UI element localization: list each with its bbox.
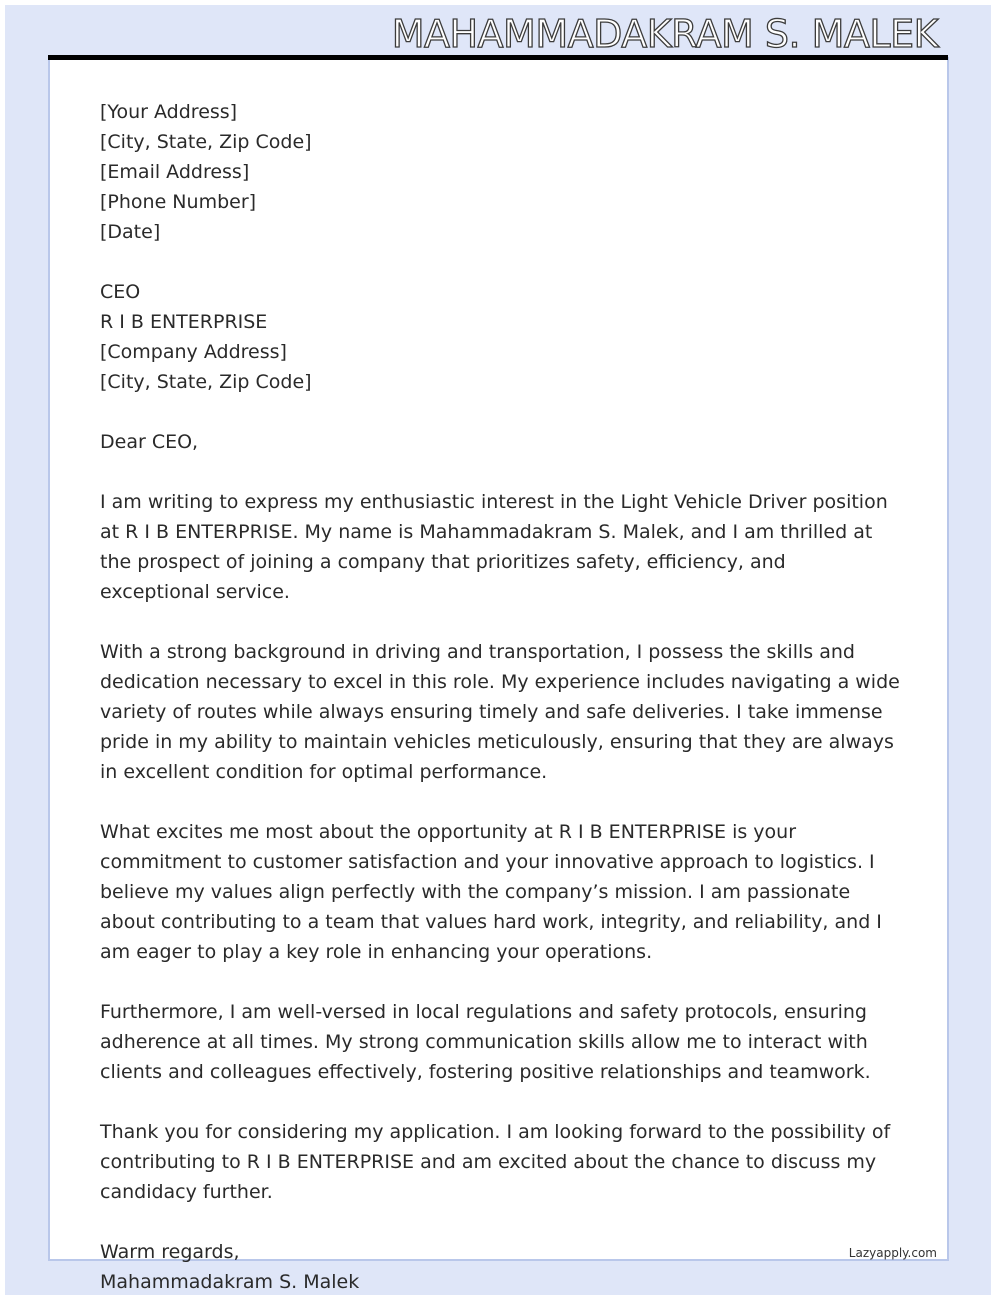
sender-city-state-zip: [City, State, Zip Code]: [100, 131, 312, 153]
sender-email: [Email Address]: [100, 161, 250, 183]
spacer: [100, 397, 900, 427]
body-paragraph: Furthermore, I am well-versed in local regulations and safety protocols, ensuring adherence at all times. My strong communication skills allow me to interact with clients and colleagues effectively, fostering positive relationships and teamwork.: [100, 1001, 871, 1083]
sender-address: [Your Address]: [100, 101, 238, 123]
spacer: [100, 247, 900, 277]
recipient-city-state-zip: [City, State, Zip Code]: [100, 371, 312, 393]
body-paragraph: I am writing to express my enthusiastic interest in the Light Vehicle Driver position at R I B ENTERPRISE. My name is Mahammadakram S. Malek, and I am thrilled at the prospect of joining a company that prioritizes safety, efficiency, and exceptional service.: [100, 491, 888, 603]
recipient-title: CEO: [100, 281, 141, 303]
signature-name: Mahammadakram S. Malek: [100, 1271, 360, 1293]
body-paragraph: Thank you for considering my application. I am looking forward to the possibility of contributing to R I B ENTERPRISE and am excited about the chance to discuss my candidacy further.: [100, 1121, 891, 1203]
recipient-block: [100, 277, 900, 397]
recipient-address: [Company Address]: [100, 341, 287, 363]
recipient-company: R I B ENTERPRISE: [100, 311, 268, 333]
sender-date: [Date]: [100, 221, 161, 243]
closing: Warm regards,: [100, 1241, 240, 1263]
body-paragraph: With a strong background in driving and transportation, I possess the skills and dedication necessary to excel in this role. My experience includes navigating a wide variety of routes while always ensuring timely and safe deliveries. I take immense pride in my ability to maintain vehicles meticulously, ensuring that they are always in excellent condition for optimal performance.: [100, 641, 900, 783]
header-name: MAHAMMADAKRAM S. MALEK: [391, 12, 938, 56]
letter-body: [100, 97, 900, 1297]
sender-block: [100, 97, 900, 247]
sender-phone: [Phone Number]: [100, 191, 257, 213]
watermark: Lazyapply.com: [848, 1246, 937, 1260]
salutation: Dear CEO,: [100, 431, 199, 453]
body-paragraph: What excites me most about the opportunity at R I B ENTERPRISE is your commitment to customer satisfaction and your innovative approach to logistics. I believe my values align perfectly with the company’s mission. I am passionate about contributing to a team that values hard work, integrity, and reliability, and I am eager to play a key role in enhancing your operations.: [100, 821, 882, 963]
